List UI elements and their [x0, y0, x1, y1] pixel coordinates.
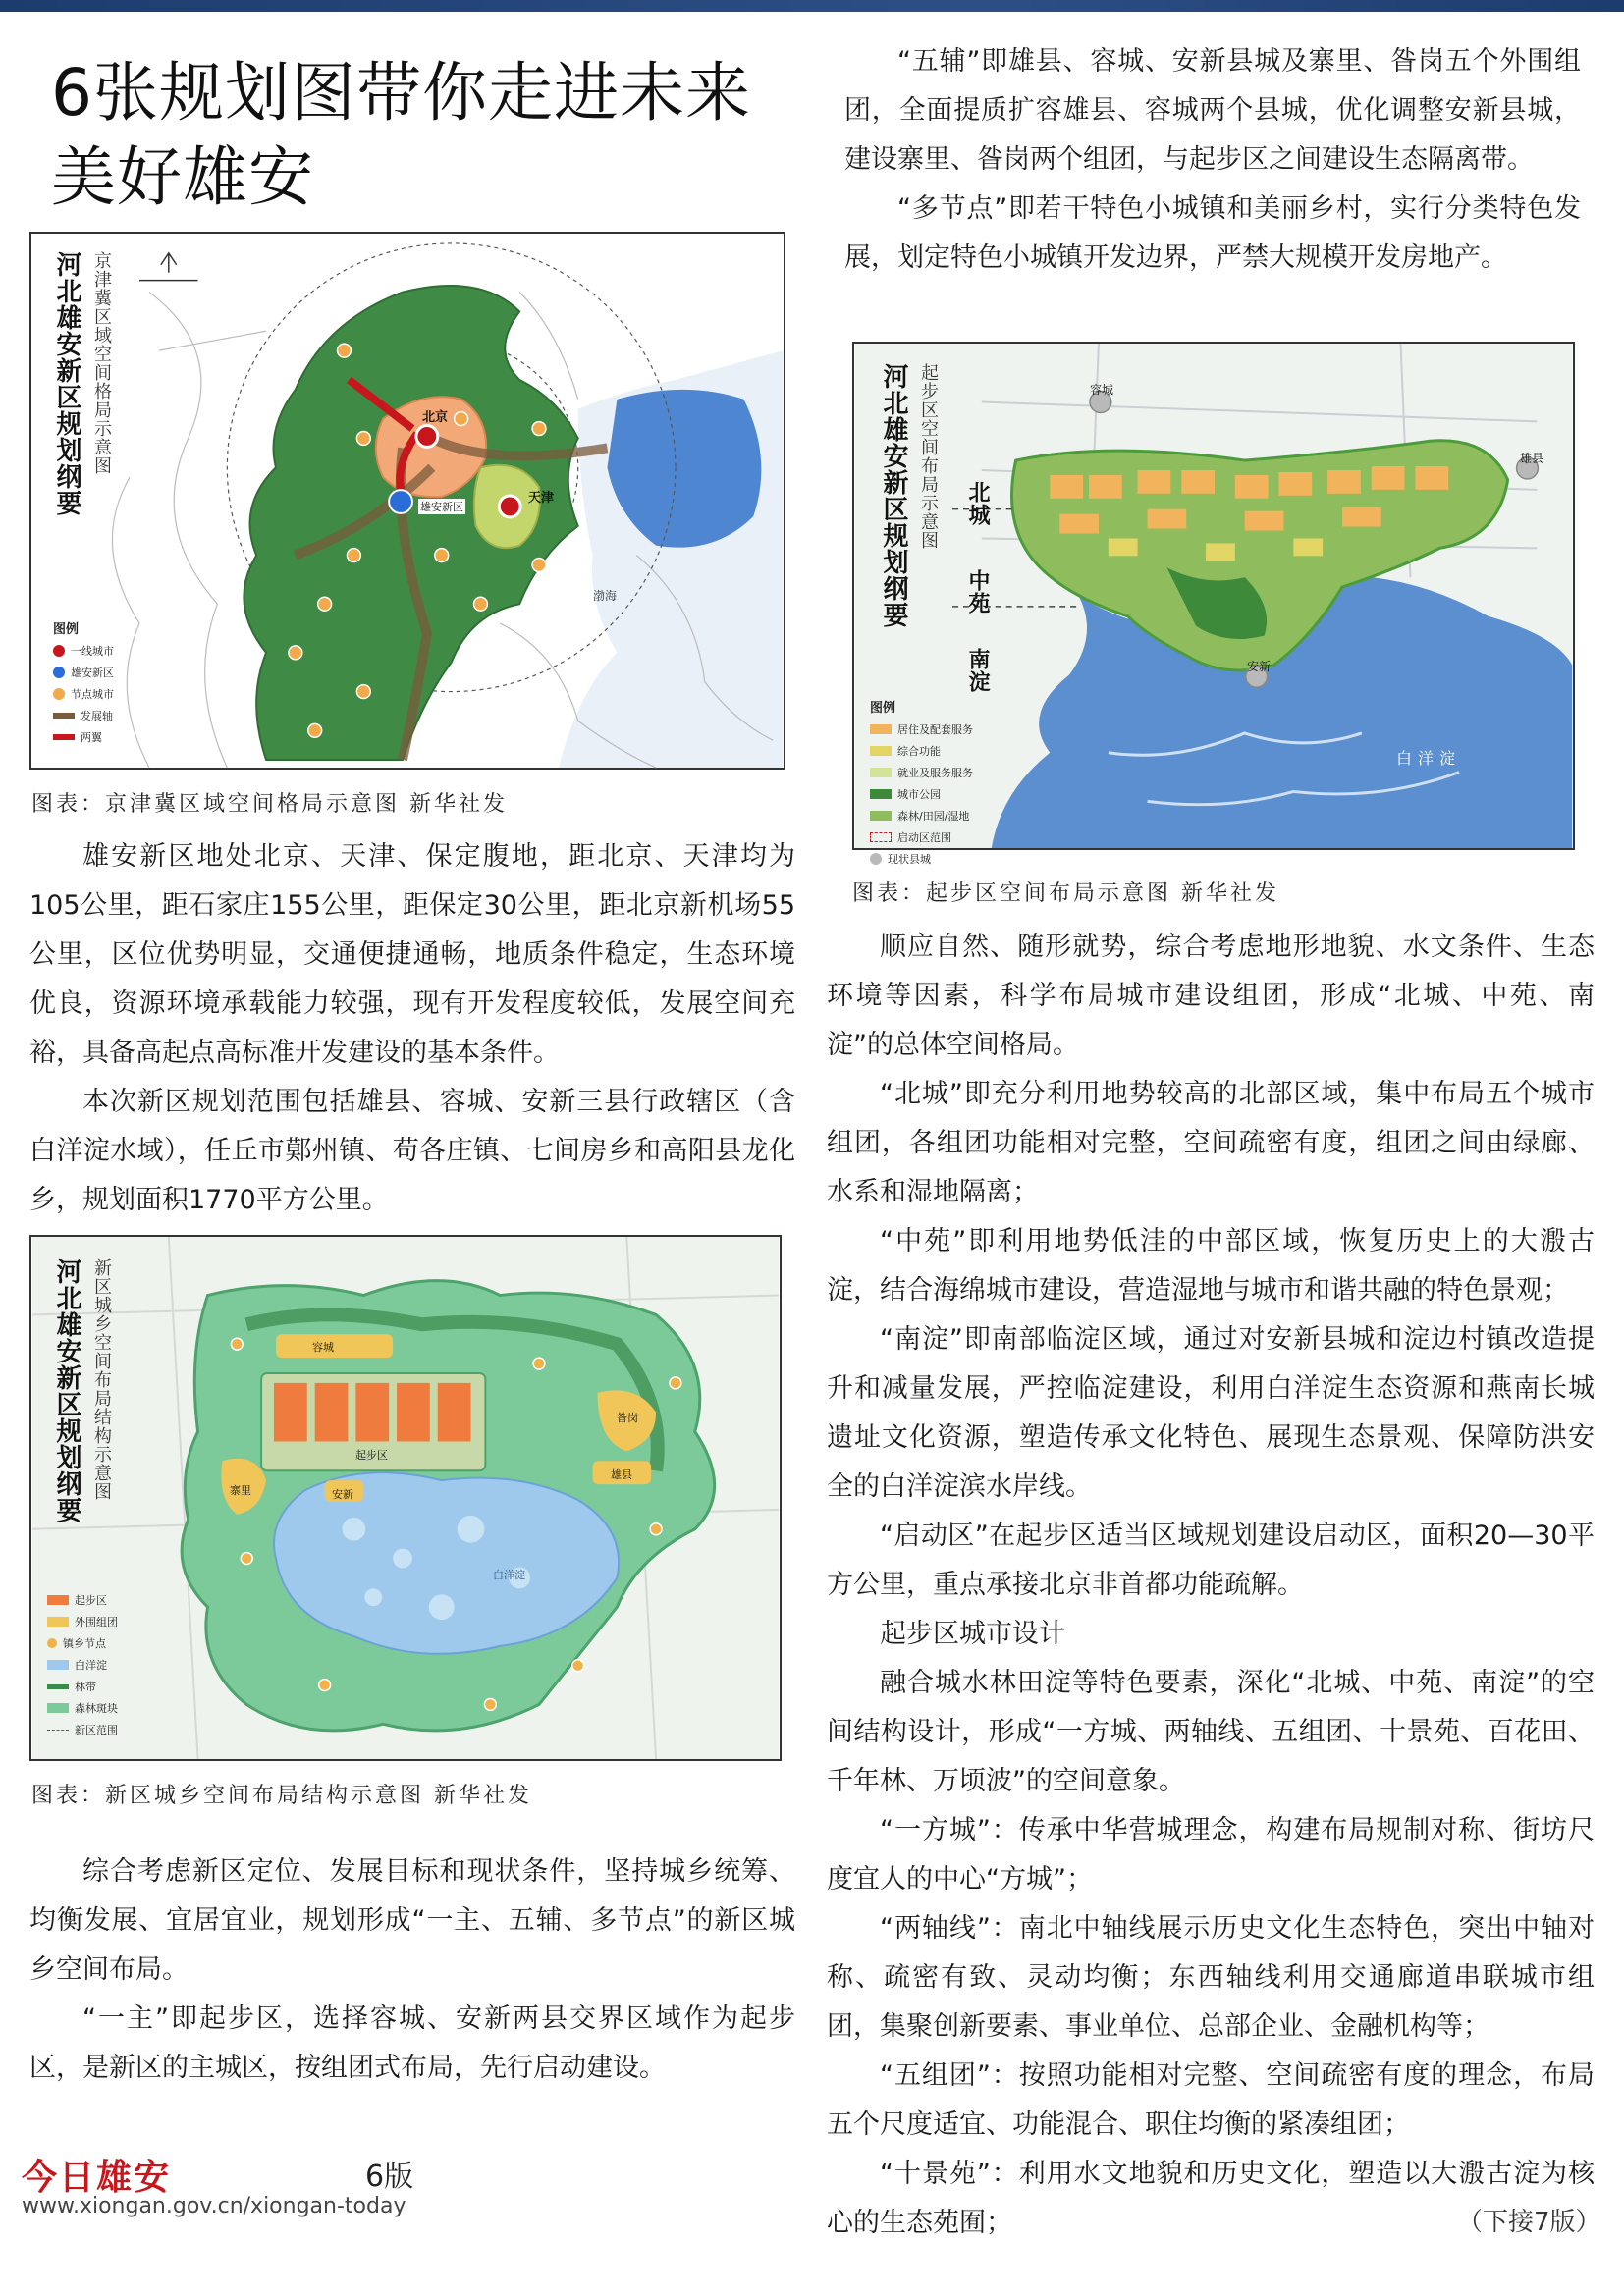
body-paragraph: 雄安新区地处北京、天津、保定腹地，距北京、天津均为105公里，距石家庄155公里，距保定30公里，距北京新机场55公里，区位优势明显，交通便捷通畅，地质条件稳定，生态环境优良，资源环境承载能力较强，现有开发程度较低，发展空间充裕，具备高起点高标准开发建设的基本条件。 [29, 841, 795, 1068]
body-paragraph: “一方城”：传承中华营城理念，构建布局规制对称、街坊尺度宜人的中心“方城”； [827, 1815, 1595, 1895]
body-paragraph: “启动区”在起步区适当区域规划建设启动区，面积20—30平方公里，重点承接北京非首都功能疏解。 [827, 1521, 1595, 1600]
fig3-label-anxin: 安新 [332, 1488, 353, 1501]
left-column-text-upper [29, 832, 795, 1225]
fig2-label-rongcheng: 容城 [1090, 383, 1114, 397]
page-title [51, 51, 807, 220]
fig3-legend-item: 新区范围 [47, 1722, 118, 1737]
body-paragraph: “中苑”即利用地势低洼的中部区域，恢复历史上的大溵古淀，结合海绵城市建设，营造湿地与城市和谐共融的特色景观； [827, 1226, 1595, 1306]
fig2-caption: 图表：起步区空间布局示意图 新华社发 [852, 881, 1279, 906]
fig1-legend-item: 节点城市 [53, 686, 114, 702]
body-paragraph: 顺应自然、随形就势，综合考虑地形地貌、水文条件、生态环境等因素，科学布局城市建设组团，形成“北城、中苑、南淀”的总体空间格局。 [827, 932, 1595, 1060]
figure-region-map [29, 232, 785, 770]
page-number: 6版 [365, 2160, 414, 2194]
right-column-text-top [844, 37, 1581, 283]
body-paragraph: “两轴线”：南北中轴线展示历史文化生态特色，突出中轴对称、疏密有致、灵动均衡；东西轴线利用交通廊道串联城市组团，集聚创新要素、事业单位、总部企业、金融机构等； [827, 1913, 1595, 2042]
body-paragraph: “五辅”即雄县、容城、安新县城及寨里、昝岗五个外围组团，全面提质扩容雄县、容城两个县城，优化调整安新县城，建设寨里、昝岗两个组团，与起步区之间建设生态隔离带。 [844, 46, 1581, 175]
fig3-label-zhaili: 寨里 [230, 1484, 251, 1497]
page-title-line-2: 美好雄安 [51, 139, 314, 215]
fig1-label-beijing: 北京 [422, 410, 449, 425]
figure-urban-rural-map [29, 1235, 782, 1761]
fig3-legend-item: 起步区 [47, 1592, 118, 1608]
fig3-caption: 图表：新区城乡空间布局结构示意图 新华社发 [31, 1784, 532, 1808]
fig1-legend-item: 两翼 [53, 729, 114, 745]
fig2-label-xiongxian: 雄县 [1520, 452, 1544, 465]
body-paragraph: “南淀”即南部临淀区域，通过对安新县城和淀边村镇改造提升和减量发展，严控临淀建设，利用白洋淀生态资源和燕南长城遗址文化资源，塑造传承文化特色、展现生态景观、保障防洪安全的白洋淀滨水岸线。 [827, 1324, 1595, 1502]
fig2-legend-item: 城市公园 [870, 786, 973, 802]
left-column-text-lower [29, 1847, 795, 2093]
body-paragraph: “一主”即起步区，选择容城、安新两县交界区域作为起步区，是新区的主城区，按组团式布局，先行启动建设。 [29, 2003, 795, 2083]
fig2-vertical-title: 河北雄安新区规划纲要 [879, 363, 908, 628]
fig1-vertical-subtitle: 京津冀区域空间格局示意图 [91, 251, 112, 475]
body-paragraph: 融合城水林田淀等特色要素，深化“北城、中苑、南淀”的空间结构设计，形成“一方城、两轴线、五组团、十景苑、百花田、千年林、万顷波”的空间意象。 [827, 1668, 1595, 1796]
right-column-text-bottom [827, 923, 1595, 2248]
page-title-line-1: 6张规划图带你走进未来 [51, 55, 751, 131]
newspaper-logo: 今日雄安 [22, 2157, 172, 2198]
fig2-legend-item: 现状县城 [870, 851, 973, 867]
fig2-label-anxin: 安新 [1247, 660, 1272, 673]
fig1-caption: 图表：京津冀区域空间格局示意图 新华社发 [31, 792, 508, 817]
body-paragraph: “十景苑”：利用水文地貌和历史文化，塑造以大溵古淀为核心的生态苑囿； [827, 2159, 1595, 2238]
fig1-label-tianjin: 天津 [528, 491, 555, 506]
fig3-legend [47, 1592, 118, 1743]
fig1-legend-item: 发展轴 [53, 708, 114, 723]
body-paragraph: “北城”即充分利用地势较高的北部区域，集中布局五个城市组团，各组团功能相对完整，空间疏密有度，组团之间由绿廊、水系和湿地隔离； [827, 1079, 1595, 1207]
fig1-label-xiongan: 雄安新区 [420, 501, 463, 513]
fig3-label-baiyangdian: 白洋淀 [493, 1569, 525, 1581]
fig3-vertical-title: 河北雄安新区规划纲要 [52, 1258, 81, 1523]
fig2-legend-title: 图例 [870, 701, 896, 716]
top-banner-bar [0, 0, 1624, 12]
region-map-graphic [31, 234, 784, 768]
body-paragraph: 综合考虑新区定位、发展目标和现状条件，坚持城乡统筹、均衡发展、宜居宜业，规划形成“一主、五辅、多节点”的新区城乡空间布局。 [29, 1856, 795, 1985]
fig1-legend-item: 雄安新区 [53, 665, 114, 680]
fig2-legend-item: 就业及服务服务 [870, 765, 973, 780]
fig2-zone-north: 北城 [965, 481, 990, 526]
section-subheading: 起步区城市设计 [880, 1619, 1065, 1649]
fig2-vertical-subtitle: 起步区空间布局示意图 [918, 363, 939, 550]
footer-url[interactable]: www.xiongan.gov.cn/xiongan-today [22, 2194, 406, 2218]
urban-rural-map-graphic [31, 1237, 780, 1759]
fig2-legend-item: 综合功能 [870, 743, 973, 759]
fig2-legend [870, 697, 973, 873]
fig1-legend-item: 一线城市 [53, 643, 114, 659]
fig3-vertical-subtitle: 新区城乡空间布局结构示意图 [91, 1258, 112, 1501]
fig1-vertical-title: 河北雄安新区规划纲要 [52, 251, 81, 516]
fig2-legend-item: 森林/田园/湿地 [870, 808, 973, 824]
fig2-legend-item: 启动区范围 [870, 829, 973, 845]
fig2-legend-item: 居住及配套服务 [870, 721, 973, 737]
fig3-legend-item: 镇乡节点 [47, 1635, 118, 1651]
fig3-legend-item: 林带 [47, 1679, 118, 1694]
fig1-label-bohai: 渤海 [593, 589, 618, 603]
fig3-legend-item: 森林斑块 [47, 1700, 118, 1716]
body-paragraph: 本次新区规划范围包括雄县、容城、安新三县行政辖区（含白洋淀水域），任丘市鄚州镇、苟各庄镇、七间房乡和高阳县龙化乡，规划面积1770平方公里。 [29, 1087, 795, 1215]
body-paragraph: “多节点”即若干特色小城镇和美丽乡村，实行分类特色发展，划定特色小城镇开发边界，严禁大规模开发房地产。 [844, 193, 1581, 273]
fig1-legend [53, 618, 114, 751]
continued-note: （下接7版） [1457, 2208, 1601, 2237]
fig1-legend-title: 图例 [53, 622, 80, 637]
fig3-label-rongcheng: 容城 [312, 1341, 334, 1354]
fig3-legend-item: 白洋淀 [47, 1657, 118, 1673]
fig2-zone-middle: 中苑 [965, 569, 990, 614]
fig3-label-qibuqu: 起步区 [355, 1449, 388, 1462]
figure-startup-area-map [852, 342, 1575, 866]
fig2-label-baiyangdian: 白洋淀 [1396, 749, 1462, 768]
fig2-zone-south: 南淀 [965, 648, 990, 693]
fig3-legend-item: 外围组团 [47, 1614, 118, 1629]
fig3-label-zangang: 昝岗 [617, 1412, 638, 1424]
body-paragraph: “五组团”：按照功能相对完整、空间疏密有度的理念，布局五个尺度适宜、功能混合、职住均衡的紧凑组团； [827, 2060, 1595, 2140]
fig3-label-xiongxian: 雄县 [611, 1468, 632, 1481]
